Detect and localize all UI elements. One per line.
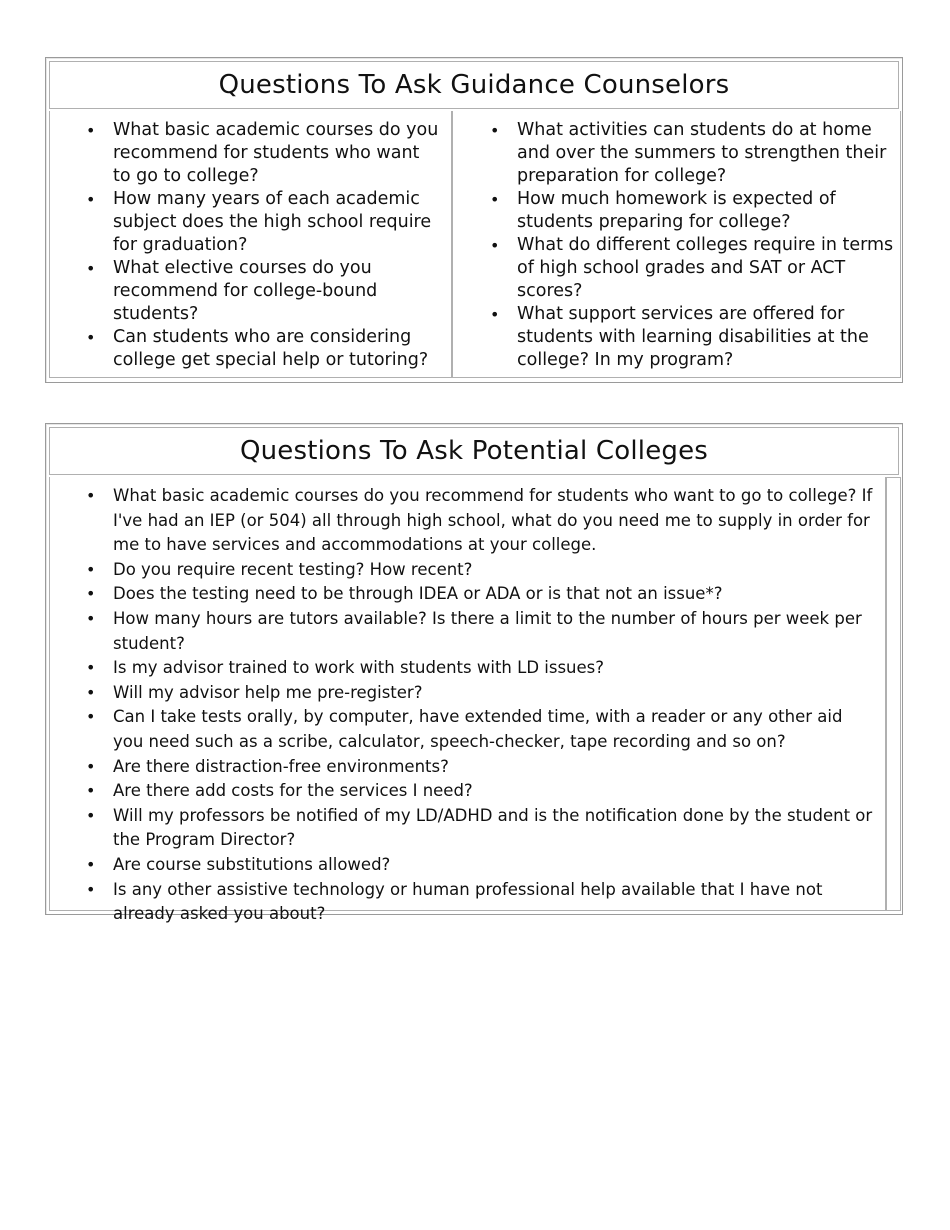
list-item: • What do different colleges require in terms of high school grades and SAT or ACT scores?	[453, 234, 894, 303]
list-item: • How many hours are tutors available? Is there a limit to the number of hours per week per student?	[50, 607, 875, 656]
list-item: • Will my professors be notified of my LD/ADHD and is the notification done by the student or the Program Director?	[50, 804, 875, 853]
list-item: • What support services are offered for students with learning disabilities at the college? In my program?	[453, 303, 894, 372]
list-item: • What elective courses do you recommend for college-bound students?	[50, 257, 441, 326]
colleges-title: Questions To Ask Potential Colleges	[49, 427, 899, 475]
guidance-right-list	[453, 111, 900, 372]
guidance-title: Questions To Ask Guidance Counselors	[49, 61, 899, 109]
guidance-left-column	[49, 111, 452, 378]
list-item: • Are there distraction-free environments?	[50, 755, 875, 780]
list-item: • Does the testing need to be through IDEA or ADA or is that not an issue*?	[50, 582, 875, 607]
list-item: • Are there add costs for the services I need?	[50, 779, 875, 804]
list-item: • Can students who are considering college get special help or tutoring?	[50, 326, 441, 372]
list-item: • How much homework is expected of students preparing for college?	[453, 188, 894, 234]
list-item: • Are course substitutions allowed?	[50, 853, 875, 878]
list-item: • Is any other assistive technology or human professional help available that I have not already asked you about?	[50, 878, 875, 927]
guidance-counselors-box	[45, 57, 903, 383]
colleges-column	[49, 477, 886, 924]
list-item: • Is my advisor trained to work with students with LD issues?	[50, 656, 875, 681]
list-item: • How many years of each academic subject does the high school require for graduation?	[50, 188, 441, 257]
list-item: • What activities can students do at home and over the summers to strengthen their preparation for college?	[453, 119, 894, 188]
list-item: • What basic academic courses do you recommend for students who want to go to college?	[50, 119, 441, 188]
list-item: • Do you require recent testing? How recent?	[50, 558, 875, 583]
list-item: • What basic academic courses do you recommend for students who want to go to college? If I've had an IEP (or 504) all through high school, what do you need me to supply in order for me to have services and accommodations at your college.	[50, 484, 875, 558]
potential-colleges-box	[45, 423, 903, 924]
list-item: • Can I take tests orally, by computer, have extended time, with a reader or any other aid you need such as a scribe, calculator, speech-checker, tape recording and so on?	[50, 705, 875, 754]
guidance-right-column	[452, 111, 901, 378]
list-item: • Will my advisor help me pre-register?	[50, 681, 875, 706]
colleges-empty-column	[886, 477, 901, 911]
guidance-left-list	[50, 111, 451, 372]
colleges-list	[50, 477, 885, 927]
